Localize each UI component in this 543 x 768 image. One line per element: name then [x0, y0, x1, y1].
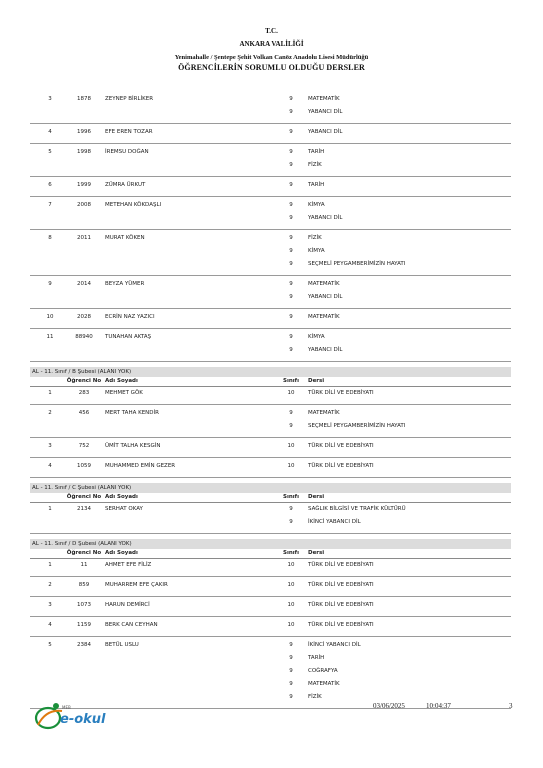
- student-name: AHMET EFE FİLİZ: [105, 562, 152, 568]
- row-index: 1: [48, 562, 52, 568]
- column-header-cls: Sınıfı: [283, 494, 299, 500]
- student-name: MUHARREM EFE ÇAKIR: [105, 582, 168, 588]
- student-name: ECRİN NAZ YAZICI: [105, 314, 155, 320]
- course-name: SEÇMELİ PEYGAMBERİMİZİN HAYATI: [308, 261, 406, 267]
- column-header-no: Öğrenci No: [66, 494, 102, 500]
- class-level: 9: [289, 96, 293, 102]
- class-level: 10: [287, 443, 295, 449]
- student-number: 752: [78, 443, 90, 449]
- student-number: 2028: [77, 314, 91, 320]
- header-tc: T.C.: [265, 27, 278, 35]
- class-level: 9: [289, 149, 293, 155]
- header-school: Yenimahalle / Şentepe Şehit Volkan Canöz Anadolu Lisesi Müdürlüğü: [174, 54, 369, 61]
- student-name: İREMSU DOĞAN: [105, 149, 149, 155]
- class-level: 9: [289, 423, 293, 429]
- class-level: 10: [287, 622, 295, 628]
- student-number: 1996: [77, 129, 91, 135]
- row-divider: [30, 275, 511, 276]
- student-name: MERT TAHA KENDİR: [105, 410, 159, 416]
- row-divider: [30, 596, 511, 597]
- student-number: 283: [78, 390, 90, 396]
- course-name: YABANCI DİL: [308, 109, 343, 115]
- row-divider: [30, 636, 511, 637]
- row-index: 2: [48, 410, 52, 416]
- student-number: 1999: [77, 182, 91, 188]
- student-number: 2011: [77, 235, 91, 241]
- course-name: TARİH: [308, 655, 325, 661]
- column-header-cls: Sınıfı: [283, 378, 299, 384]
- section-title: [30, 539, 511, 549]
- row-divider: [30, 361, 511, 362]
- section-title: [30, 483, 511, 493]
- row-index: 3: [48, 602, 52, 608]
- course-name: YABANCI DİL: [308, 215, 343, 221]
- student-number: 1998: [77, 149, 91, 155]
- row-index: 7: [48, 202, 52, 208]
- column-header-sub: Dersi: [308, 378, 325, 384]
- student-name: ZÜMRA ÜRKUT: [105, 182, 146, 188]
- class-level: 9: [289, 215, 293, 221]
- student-number: 1059: [77, 463, 91, 469]
- course-name: MATEMATİK: [308, 281, 340, 287]
- student-name: BETÜL USLU: [105, 642, 139, 648]
- column-header: [30, 377, 511, 387]
- row-index: 4: [48, 129, 52, 135]
- class-level: 10: [287, 562, 295, 568]
- course-name: MATEMATİK: [308, 96, 340, 102]
- class-level: 9: [289, 694, 293, 700]
- course-name: YABANCI DİL: [308, 294, 343, 300]
- student-number: 456: [78, 410, 90, 416]
- row-divider: [30, 437, 511, 438]
- course-name: SAĞLIK BİLGİSİ VE TRAFİK KÜLTÜRÜ: [308, 506, 406, 512]
- course-name: SEÇMELİ PEYGAMBERİMİZİN HAYATI: [308, 423, 406, 429]
- row-index: 6: [48, 182, 52, 188]
- column-header-name: Adı Soyadı: [105, 494, 138, 500]
- class-level: 9: [289, 182, 293, 188]
- course-name: TÜRK DİLİ VE EDEBİYATI: [308, 463, 374, 469]
- course-name: TÜRK DİLİ VE EDEBİYATI: [308, 582, 374, 588]
- row-divider: [30, 457, 511, 458]
- course-name: TÜRK DİLİ VE EDEBİYATI: [308, 390, 374, 396]
- student-number: 859: [78, 582, 90, 588]
- student-name: MURAT KÖKEN: [105, 235, 145, 241]
- student-number: 2134: [77, 506, 91, 512]
- course-name: KİMYA: [308, 248, 325, 254]
- class-level: 10: [287, 463, 295, 469]
- student-name: TUNAHAN AKTAŞ: [105, 334, 152, 340]
- student-number: 1073: [77, 602, 91, 608]
- course-name: MATEMATİK: [308, 314, 340, 320]
- class-level: 9: [289, 235, 293, 241]
- course-name: KİMYA: [308, 334, 325, 340]
- logo-text: e-okul: [60, 712, 106, 727]
- course-name: İKİNCİ YABANCI DİL: [308, 642, 361, 648]
- row-divider: [30, 308, 511, 309]
- row-divider: [30, 404, 511, 405]
- page-title: ÖĞRENCİLERİN SORUMLU OLDUĞU DERSLER: [178, 63, 365, 72]
- row-divider: [30, 328, 511, 329]
- row-divider: [30, 196, 511, 197]
- course-name: KİMYA: [308, 202, 325, 208]
- row-divider: [30, 143, 511, 144]
- student-number: 1878: [77, 96, 91, 102]
- student-number: 2014: [77, 281, 91, 287]
- student-name: HARUN DEMİRCİ: [105, 602, 150, 608]
- row-divider: [30, 533, 511, 534]
- course-name: MATEMATİK: [308, 681, 340, 687]
- student-name: METEHAN KÖKDAŞLI: [105, 202, 162, 208]
- student-number: 88940: [75, 334, 93, 340]
- course-name: TÜRK DİLİ VE EDEBİYATI: [308, 443, 374, 449]
- class-level: 9: [289, 261, 293, 267]
- course-name: TÜRK DİLİ VE EDEBİYATI: [308, 622, 374, 628]
- class-level: 9: [289, 281, 293, 287]
- course-name: YABANCI DİL: [308, 347, 343, 353]
- column-header-name: Adı Soyadı: [105, 550, 138, 556]
- row-divider: [30, 616, 511, 617]
- course-name: İKİNCİ YABANCI DİL: [308, 519, 361, 525]
- student-name: SERHAT OKAY: [105, 506, 143, 512]
- course-name: MATEMATİK: [308, 410, 340, 416]
- page-number: 3: [509, 702, 513, 710]
- row-index: 10: [46, 314, 54, 320]
- class-level: 10: [287, 390, 295, 396]
- student-number: 2384: [77, 642, 91, 648]
- class-level: 9: [289, 109, 293, 115]
- class-level: 9: [289, 129, 293, 135]
- class-level: 10: [287, 582, 295, 588]
- row-index: 3: [48, 96, 52, 102]
- class-level: 9: [289, 347, 293, 353]
- section-title: [30, 367, 511, 377]
- class-level: 9: [289, 642, 293, 648]
- section-title-text: AL - 11. Sınıf / C Şubesi (ALANI YOK): [32, 485, 132, 491]
- column-header-no: Öğrenci No: [66, 378, 102, 384]
- course-name: FİZİK: [308, 162, 322, 168]
- row-index: 5: [48, 149, 52, 155]
- section-title-text: AL - 11. Sınıf / B Şubesi (ALANI YOK): [32, 369, 132, 375]
- student-number: 11: [80, 562, 88, 568]
- column-header-name: Adı Soyadı: [105, 378, 138, 384]
- row-divider: [30, 477, 511, 478]
- column-header: [30, 493, 511, 503]
- header-governorship: ANKARA VALİLİĞİ: [239, 40, 304, 48]
- row-index: 3: [48, 443, 52, 449]
- row-index: 1: [48, 506, 52, 512]
- class-level: 9: [289, 668, 293, 674]
- row-divider: [30, 176, 511, 177]
- student-name: ÜMİT TALHA KESGİN: [105, 443, 161, 449]
- column-header-sub: Dersi: [308, 550, 325, 556]
- course-name: COĞRAFYA: [308, 668, 338, 674]
- row-index: 11: [46, 334, 54, 340]
- logo-small-text: MEB: [62, 705, 71, 710]
- row-index: 2: [48, 582, 52, 588]
- student-name: MUHAMMED EMİN GEZER: [105, 463, 176, 469]
- class-level: 9: [289, 162, 293, 168]
- column-header-sub: Dersi: [308, 494, 325, 500]
- column-header-cls: Sınıfı: [283, 550, 299, 556]
- class-level: 9: [289, 519, 293, 525]
- row-divider: [30, 123, 511, 124]
- row-index: 1: [48, 390, 52, 396]
- class-level: 9: [289, 294, 293, 300]
- print-date: 03/06/2025: [373, 702, 405, 710]
- column-header: [30, 549, 511, 559]
- course-name: TÜRK DİLİ VE EDEBİYATI: [308, 602, 374, 608]
- course-name: FİZİK: [308, 235, 322, 241]
- class-level: 9: [289, 334, 293, 340]
- column-header-no: Öğrenci No: [66, 550, 102, 556]
- student-name: BERK CAN CEYHAN: [105, 622, 158, 628]
- student-name: EFE EREN TOZAR: [105, 129, 153, 135]
- course-name: TARİH: [308, 182, 325, 188]
- course-name: YABANCI DİL: [308, 129, 343, 135]
- row-index: 4: [48, 622, 52, 628]
- student-name: MEHMET GÖK: [105, 390, 143, 396]
- course-name: TÜRK DİLİ VE EDEBİYATI: [308, 562, 374, 568]
- row-index: 9: [48, 281, 52, 287]
- row-index: 5: [48, 642, 52, 648]
- row-divider: [30, 229, 511, 230]
- class-level: 9: [289, 248, 293, 254]
- student-name: BEYZA YÜMER: [105, 281, 145, 287]
- class-level: 9: [289, 681, 293, 687]
- class-level: 9: [289, 506, 293, 512]
- section-title-text: AL - 11. Sınıf / D Şubesi (ALANI YOK): [32, 541, 132, 547]
- class-level: 9: [289, 202, 293, 208]
- class-level: 9: [289, 314, 293, 320]
- print-time: 10:04:37: [426, 702, 451, 710]
- class-level: 9: [289, 655, 293, 661]
- row-index: 4: [48, 463, 52, 469]
- student-name: ZEYNEP BİRLİKER: [105, 96, 154, 102]
- row-index: 8: [48, 235, 52, 241]
- student-number: 1159: [77, 622, 91, 628]
- eokul-logo: [32, 697, 112, 733]
- course-name: FİZİK: [308, 694, 322, 700]
- class-level: 10: [287, 602, 295, 608]
- class-level: 9: [289, 410, 293, 416]
- student-number: 2008: [77, 202, 91, 208]
- course-name: TARİH: [308, 149, 325, 155]
- row-divider: [30, 576, 511, 577]
